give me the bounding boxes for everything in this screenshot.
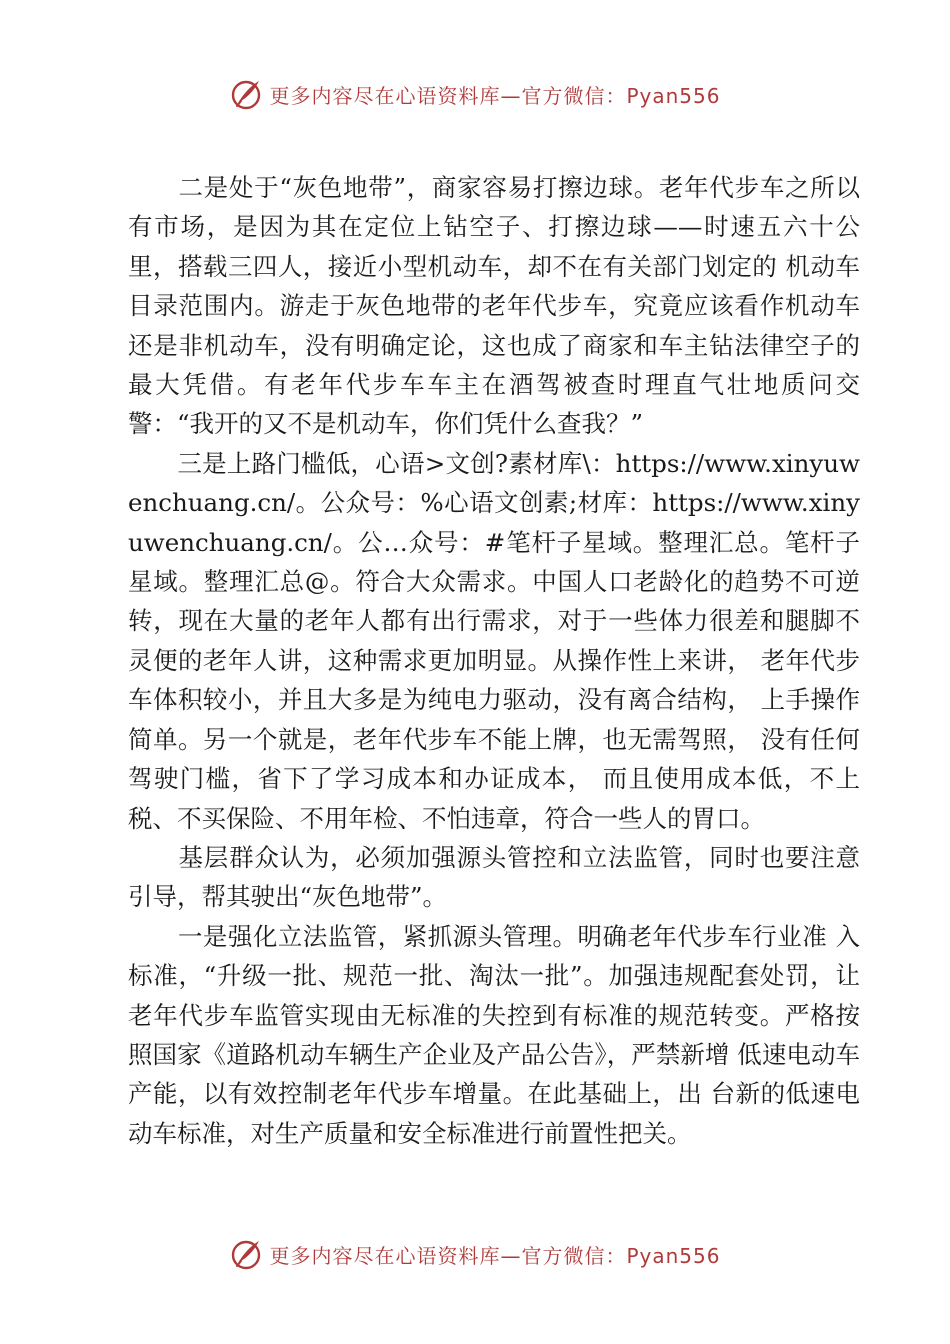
document-body <box>128 168 860 1153</box>
footer-banner-text: 更多内容尽在心语资料库—官方微信：Pyan556 <box>269 1243 721 1268</box>
quill-pen-logo-icon <box>229 1237 263 1271</box>
paragraph-4: 一是强化立法监管，紧抓源头管理。明确老年代步车行业准 入标准，“升级一批、规范一批、淘汰一批”。加强违规配套处罚，让老年代步车监管实现由无标准的失控到有标准的规范转变。严格按照国家《道路机动车辆生产企业及产品公告》，严禁新增 低速电动车产能，以有效控制老年代步车增量。在此基础上，出 台新的低速电动车标准，对生产质量和安全标准进行前置性把关。 <box>128 921 860 1148</box>
paragraph-1: 二是处于“灰色地带”，商家容易打擦边球。老年代步车之所以有市场，是因为其在定位上钻空子、打擦边球——时速五六十公里，搭载三四人，接近小型机动车，却不在有关部门划定的 机动车目录范围内。游走于灰色地带的老年代步车，究竟应该看作机动车还是非机动车，没有明确定论，这也成了商家和车主钻法律空子的最大凭借。有老年代步车车主在酒驾被查时理直气壮地质问交警：“我开的又不是机动车，你们凭什么查我？” <box>128 173 860 439</box>
paragraph-3: 基层群众认为，必须加强源头管控和立法监管，同时也要注意引导，帮其驶出“灰色地带”。 <box>128 842 860 912</box>
header-banner-text: 更多内容尽在心语资料库—官方微信：Pyan556 <box>269 83 721 108</box>
header-banner <box>0 72 950 116</box>
paragraph-2: 三是上路门槛低，心语>文创?素材库\：https://www.xinyuwenchuang.cn/。公众号：%心语文创素;材库：https://www.xinyuwenchuang.cn/。公…众号：#笔杆子星域。整理汇总。笔杆子星域。整理汇总@。符合大众需求。中国人口老龄化的趋势不可逆转，现在大量的老年人都有出行需求，对于一些体力很差和腿脚不灵便的老年人讲，这种需求更加明显。从操作性上来讲， 老年代步车体积较小，并且大多是为纯电力驱动，没有离合结构， 上手操作简单。另一个就是，老年代步车不能上牌，也无需驾照， 没有任何驾驶门槛，省下了学习成本和办证成本， 而且使用成本低，不上税、不买保险、不用年检、不怕违章，符合一些人的胃口。 <box>128 448 860 833</box>
quill-pen-logo-icon <box>229 77 263 111</box>
footer-banner <box>0 1232 950 1276</box>
